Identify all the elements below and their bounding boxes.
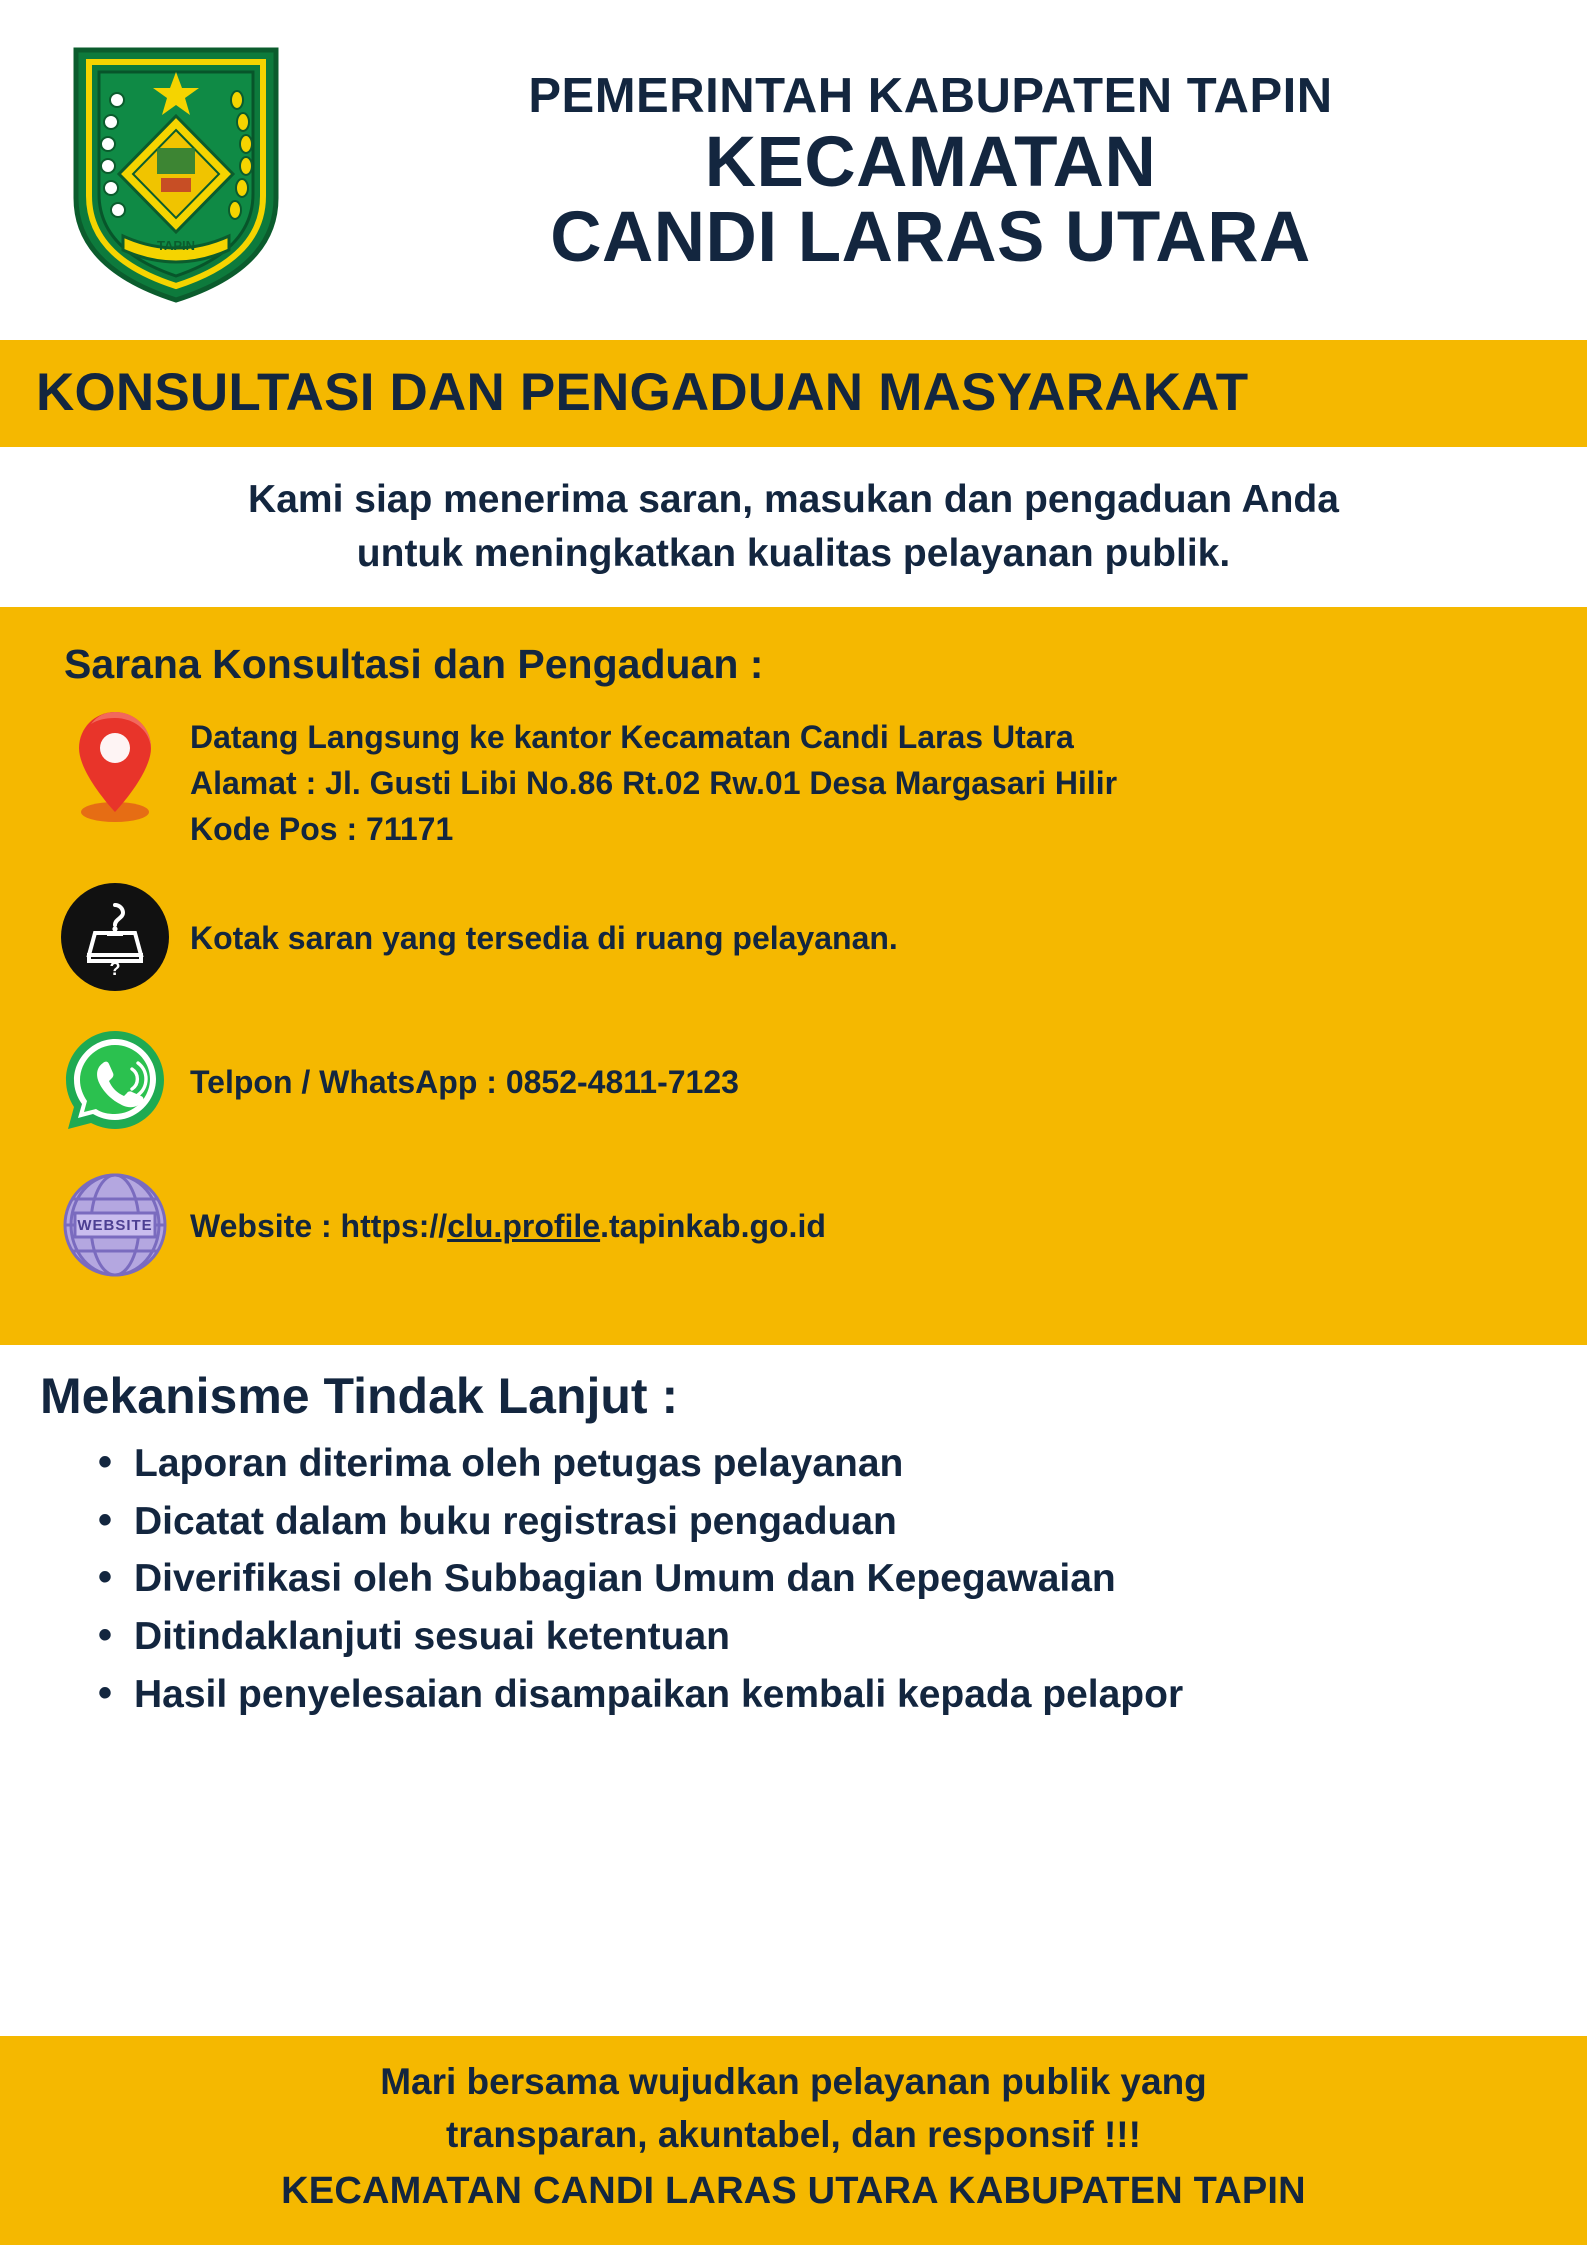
footer — [0, 2036, 1587, 2245]
website-label: Website : https:// — [190, 1207, 448, 1244]
list-item: • Laporan diterima oleh petugas pelayanan — [92, 1435, 1537, 1493]
header-line-pemerintah: PEMERINTAH KABUPATEN TAPIN — [528, 68, 1333, 123]
contact-row-address — [40, 706, 1547, 853]
mechanism-heading: Mekanisme Tindak Lanjut : — [40, 1367, 679, 1424]
website-domain-part: .tapinkab.go.id — [600, 1207, 826, 1244]
intro-line-1: Kami siap menerima saran, masukan dan pengaduan Anda — [248, 478, 1339, 521]
address-line-2: Alamat : Jl. Gusti Libi No.86 Rt.02 Rw.01 Desa Margasari Hilir — [190, 765, 1118, 802]
list-item: • Diverifikasi oleh Subbagian Umum dan Kepegawaian — [92, 1550, 1537, 1608]
contact-row-website — [40, 1167, 1547, 1285]
footer-line-1: Mari bersama wujudkan pelayanan publik yang — [380, 2060, 1207, 2102]
contact-row-phone — [40, 1023, 1547, 1141]
header-line-kecamatan: KECAMATAN — [704, 122, 1157, 202]
website-globe-icon[interactable] — [40, 1167, 190, 1281]
suggestion-box-icon — [40, 879, 190, 993]
contact-website-text — [190, 1167, 1547, 1285]
mechanism-block — [0, 1345, 1587, 2036]
header-line-candi-laras-utara: CANDI LARAS UTARA — [550, 198, 1311, 278]
contact-heading: Sarana Konsultasi dan Pengaduan : — [64, 640, 764, 687]
footer-line-2: transparan, akuntabel, dan responsif !!! — [446, 2113, 1141, 2155]
address-line-3: Kode Pos : 71171 — [190, 811, 454, 848]
svg-text:WEBSITE: WEBSITE — [77, 1216, 153, 1234]
intro-block — [0, 447, 1587, 607]
location-pin-icon — [40, 706, 190, 826]
contact-block — [0, 607, 1587, 1345]
contact-suggestion-text: Kotak saran yang tersedia di ruang pelayanan. — [190, 919, 898, 956]
contact-row-suggestion-box — [40, 879, 1547, 997]
intro-line-2: untuk meningkatkan kualitas pelayanan publik. — [356, 531, 1231, 575]
header-text-block — [324, 68, 1547, 278]
contact-phone-text: Telpon / WhatsApp : 0852-4811-7123 — [190, 1063, 739, 1100]
svg-text:?: ? — [109, 958, 121, 979]
header — [0, 0, 1587, 340]
title-bar — [0, 340, 1587, 447]
footer-line-3: KECAMATAN CANDI LARAS UTARA KABUPATEN TAPIN — [281, 2170, 1306, 2213]
logo-kabupaten-tapin — [56, 33, 296, 313]
mechanism-list — [92, 1435, 1537, 1724]
list-item: • Hasil penyelesaian disampaikan kembali kepada pelapor — [92, 1666, 1537, 1724]
address-line-1: Datang Langsung ke kantor Kecamatan Candi Laras Utara — [190, 718, 1074, 755]
contact-address-text — [190, 706, 1547, 853]
coat-of-arms-icon — [61, 38, 291, 308]
list-item: • Dicatat dalam buku registrasi pengaduan — [92, 1493, 1537, 1551]
svg-text:TAPIN: TAPIN — [156, 238, 196, 253]
list-item: • Ditindaklanjuti sesuai ketentuan — [92, 1608, 1537, 1666]
website-link-part[interactable]: clu.profile — [447, 1207, 601, 1244]
title-bar-text: KONSULTASI DAN PENGADUAN MASYARAKAT — [36, 363, 1249, 422]
whatsapp-icon[interactable] — [40, 1023, 190, 1135]
